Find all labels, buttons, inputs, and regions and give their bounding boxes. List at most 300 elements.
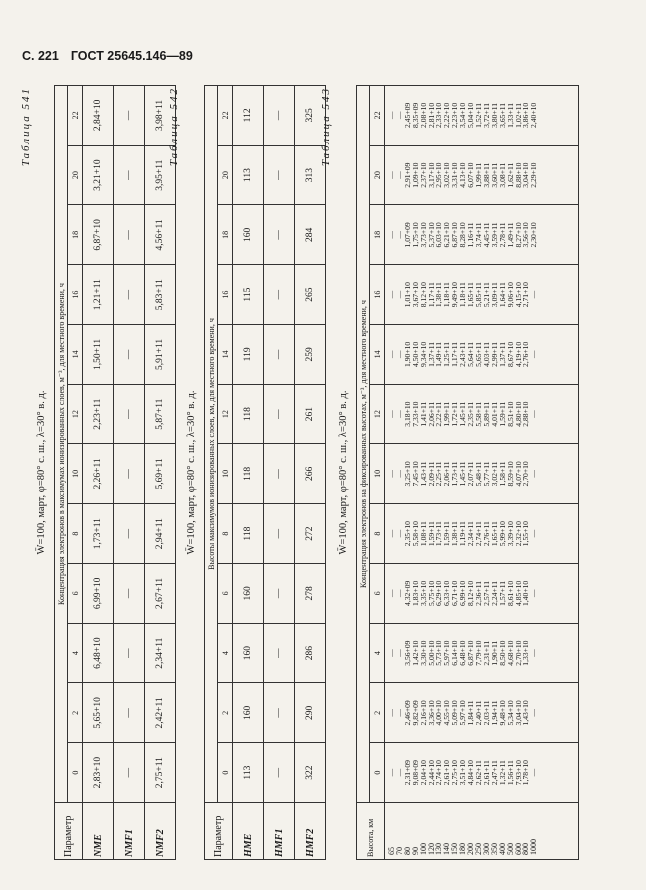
cell: 118 bbox=[233, 504, 264, 564]
cell-value: 2,61+11 bbox=[481, 760, 491, 786]
hours-row bbox=[218, 86, 233, 860]
cell-value: 1,56+11 bbox=[505, 760, 515, 786]
hour-header: 16 bbox=[370, 265, 385, 325]
cell: 6,99+10 bbox=[83, 564, 114, 624]
cell-value: 2,46+09 bbox=[402, 700, 412, 726]
altitude-value: 350 bbox=[489, 843, 499, 855]
cell-value: 4,13+10 bbox=[458, 162, 468, 188]
cell: 113 bbox=[233, 145, 264, 205]
cell: — bbox=[264, 145, 295, 205]
cell-value: 4,15+10 bbox=[513, 282, 523, 308]
cell-value: 3,88+11 bbox=[481, 162, 491, 188]
page-header bbox=[22, 49, 193, 63]
cell-value: 3,72+11 bbox=[481, 102, 491, 128]
cell: — bbox=[264, 743, 295, 803]
cell-value: 2,78+11 bbox=[497, 222, 507, 248]
altitude-value: 90 bbox=[410, 847, 420, 855]
cell-value: 1,37+11 bbox=[426, 341, 436, 367]
altitude-value: 250 bbox=[473, 843, 483, 855]
cell-value: 3,18+10 bbox=[402, 401, 412, 427]
cell-value: — bbox=[529, 470, 539, 478]
cell-value: 2,74+11 bbox=[473, 521, 483, 547]
cell-value: 5,64+11 bbox=[466, 341, 476, 367]
cell-value: — bbox=[387, 410, 396, 418]
cell-value: 5,58+11 bbox=[473, 401, 483, 427]
cell-value: 4,07+10 bbox=[513, 461, 523, 487]
cell-value: 2,91+09 bbox=[402, 162, 412, 188]
cell-value: 1,78+10 bbox=[521, 760, 531, 786]
cell-value: 2,35+10 bbox=[402, 521, 412, 547]
cell-value: — bbox=[394, 709, 404, 717]
cell-value: 4,01+11 bbox=[489, 401, 499, 427]
cell-value: 2,74+10 bbox=[434, 760, 444, 786]
cell-value: — bbox=[387, 470, 396, 478]
cell-value: 6,07+10 bbox=[466, 162, 476, 188]
table-543-label: Таблица 543 bbox=[320, 87, 332, 167]
cell-value: — bbox=[387, 709, 396, 717]
altitude-value: 120 bbox=[426, 843, 436, 855]
cell-value: 2,07+11 bbox=[466, 461, 476, 487]
standard-number: ГОСТ 25645.146—89 bbox=[70, 49, 193, 63]
cell-value: 2,03+11 bbox=[481, 700, 491, 726]
cell-value: 2,09+11 bbox=[426, 461, 436, 487]
cell-value: 1,90+11 bbox=[489, 640, 499, 666]
cell-value: 6,87+10 bbox=[450, 222, 460, 248]
hour-header: 20 bbox=[68, 145, 83, 205]
cell-value: 6,21+10 bbox=[442, 222, 452, 248]
cell-value: — bbox=[394, 171, 404, 179]
cell: — bbox=[114, 145, 145, 205]
cell: — bbox=[114, 504, 145, 564]
cell-value: 2,47+11 bbox=[489, 760, 499, 786]
cell-value: — bbox=[529, 768, 539, 777]
altitude-column bbox=[385, 803, 579, 860]
hour-header: 6 bbox=[370, 564, 385, 624]
row-name: HMF1 bbox=[264, 803, 295, 860]
cell-value: 5,97+10 bbox=[442, 640, 452, 666]
cell-value: 2,70+10 bbox=[521, 461, 531, 487]
cell: 118 bbox=[233, 384, 264, 444]
cell-value: 3,39+10 bbox=[505, 521, 515, 547]
cell-value: 3,67+10 bbox=[410, 282, 420, 308]
cell-value: 3,73+10 bbox=[418, 222, 428, 248]
cell: 286 bbox=[295, 623, 326, 683]
hour-header: 10 bbox=[218, 444, 233, 504]
cell: 2,75+11 bbox=[145, 743, 176, 803]
cell-value: 1,25+11 bbox=[442, 341, 452, 367]
value-column bbox=[385, 504, 579, 564]
cell-value: 2,24+11 bbox=[489, 580, 499, 606]
cell-value: 4,45+11 bbox=[481, 222, 491, 248]
cell-value: 1,41+11 bbox=[418, 401, 428, 427]
cell: — bbox=[264, 325, 295, 385]
cell-value: 4,00+10 bbox=[434, 700, 444, 726]
cell-value: 2,33+10 bbox=[434, 102, 444, 128]
cell: 3,98+11 bbox=[145, 86, 176, 146]
cell: 2,34+11 bbox=[145, 623, 176, 683]
cell-value: 4,85+10 bbox=[513, 580, 523, 606]
cell-value: — bbox=[387, 529, 396, 538]
hour-header: 18 bbox=[218, 205, 233, 265]
cell-value: 4,32+09 bbox=[402, 580, 412, 606]
cell-value: 5,09+10 bbox=[450, 700, 460, 726]
cell-value: 1,62+11 bbox=[505, 162, 515, 188]
cell-value: — bbox=[394, 290, 404, 299]
hour-header: 8 bbox=[218, 504, 233, 564]
table-541-caption: W̄=100, март, φ=80° с. ш., λ=30° в. д. bbox=[36, 390, 47, 555]
cell-value: 6,03+10 bbox=[434, 222, 444, 248]
cell-value: 3,65+11 bbox=[497, 102, 507, 128]
cell: — bbox=[114, 265, 145, 325]
hour-header: 0 bbox=[370, 743, 385, 803]
cell-value: — bbox=[394, 649, 404, 657]
hour-header: 4 bbox=[68, 623, 83, 683]
altitude-value: 150 bbox=[450, 843, 460, 855]
cell-value: — bbox=[387, 350, 396, 359]
hour-header: 22 bbox=[218, 86, 233, 146]
cell: 6,87+10 bbox=[83, 205, 114, 265]
cell-value: 1,73+11 bbox=[434, 521, 444, 547]
cell: 1,21+11 bbox=[83, 265, 114, 325]
table-543 bbox=[356, 85, 579, 860]
cell: 115 bbox=[233, 265, 264, 325]
hour-header: 8 bbox=[68, 504, 83, 564]
hour-header: 14 bbox=[370, 325, 385, 385]
cell-value: 2,31+09 bbox=[402, 760, 412, 786]
hour-header: 2 bbox=[218, 683, 233, 743]
table-row bbox=[114, 86, 145, 860]
cell-value: 8,88+10 bbox=[513, 162, 523, 188]
cell-value: 1,59+11 bbox=[426, 521, 436, 547]
cell-value: 1,83+10 bbox=[410, 580, 420, 606]
hour-header: 22 bbox=[68, 86, 83, 146]
cell-value: 3,35+10 bbox=[418, 580, 428, 606]
cell-value: — bbox=[394, 111, 404, 120]
cell-value: 5,65+11 bbox=[473, 341, 483, 367]
cell-value: 2,16+10 bbox=[418, 700, 428, 726]
cell: 2,26+11 bbox=[83, 444, 114, 504]
cell-value: 8,51+10 bbox=[505, 401, 515, 427]
cell-value: 3,08+11 bbox=[497, 162, 507, 188]
cell-value: 3,51+10 bbox=[458, 760, 468, 786]
cell: 2,42+11 bbox=[145, 683, 176, 743]
cell-value: 4,50+10 bbox=[410, 341, 420, 367]
cell: 1,73+11 bbox=[83, 504, 114, 564]
cell-value: 6,33+10 bbox=[442, 580, 452, 606]
value-column bbox=[385, 444, 579, 504]
cell: 266 bbox=[295, 444, 326, 504]
altitude-value: 100 bbox=[418, 843, 428, 855]
cell-value: 2,45+09 bbox=[402, 102, 412, 128]
cell-value: — bbox=[387, 649, 396, 657]
value-column bbox=[385, 564, 579, 624]
hour-header: 0 bbox=[68, 743, 83, 803]
cell: 2,23+11 bbox=[83, 384, 114, 444]
hour-header: 22 bbox=[370, 86, 385, 146]
cell: 3,21+10 bbox=[83, 145, 114, 205]
cell: 2,84+10 bbox=[83, 86, 114, 146]
cell-value: 2,76+11 bbox=[481, 521, 491, 547]
cell-value: 1,08+11 bbox=[418, 521, 428, 547]
cell: — bbox=[264, 265, 295, 325]
cell-value: 6,71+10 bbox=[450, 580, 460, 606]
altitude-value: 500 bbox=[505, 843, 515, 855]
hour-header: 20 bbox=[370, 145, 385, 205]
cell-value: 2,25+11 bbox=[434, 461, 444, 487]
table-541-label: Таблица 541 bbox=[20, 87, 32, 167]
cell-value: 1,84+11 bbox=[466, 700, 476, 726]
cell: 313 bbox=[295, 145, 326, 205]
cell-value: 8,61+10 bbox=[505, 580, 515, 606]
cell-value: 2,29+10 bbox=[529, 162, 539, 188]
value-column bbox=[385, 205, 579, 265]
cell-value: 1,49+11 bbox=[505, 222, 515, 248]
cell: 261 bbox=[295, 384, 326, 444]
cell-value: 5,00+10 bbox=[426, 640, 436, 666]
cell-value: 3,56+09 bbox=[402, 640, 412, 666]
cell-value: 8,59+10 bbox=[505, 461, 515, 487]
table-541 bbox=[54, 85, 176, 860]
cell-value: 7,45+10 bbox=[410, 461, 420, 487]
row-name: HMF2 bbox=[295, 803, 326, 860]
cell-value: 2,43+11 bbox=[458, 341, 468, 367]
cell-value: 1,40+10 bbox=[521, 580, 531, 606]
data-row bbox=[385, 86, 579, 860]
cell-value: 7,33+10 bbox=[410, 401, 420, 427]
value-column bbox=[385, 683, 579, 743]
cell-value: 1,43+11 bbox=[418, 461, 428, 487]
cell-value: — bbox=[387, 231, 396, 239]
cell-value: 1,16+11 bbox=[466, 222, 476, 248]
cell-value: 1,18+11 bbox=[442, 282, 452, 308]
cell-value: 1,38+11 bbox=[434, 282, 444, 308]
cell-value: 8,27+10 bbox=[513, 222, 523, 248]
cell-value: 2,30+10 bbox=[529, 222, 539, 248]
cell-value: 3,25+10 bbox=[402, 461, 412, 487]
value-column bbox=[385, 325, 579, 385]
cell-value: — bbox=[529, 529, 539, 538]
cell-value: — bbox=[394, 768, 404, 777]
cell-value: — bbox=[529, 350, 539, 359]
cell-value: 2,35+11 bbox=[466, 401, 476, 427]
row-name: NMF1 bbox=[114, 803, 145, 860]
cell-value: 8,12+10 bbox=[466, 580, 476, 606]
hour-header: 14 bbox=[68, 325, 83, 385]
altitude-value: 400 bbox=[497, 843, 507, 855]
table-row bbox=[145, 86, 176, 860]
cell-value: 2,06+11 bbox=[442, 461, 452, 487]
cell-value: 1,75+10 bbox=[410, 222, 420, 248]
cell-value: 1,65+11 bbox=[489, 521, 499, 547]
cell: 259 bbox=[295, 325, 326, 385]
cell-value: 5,77+11 bbox=[481, 461, 491, 487]
cell-value: — bbox=[387, 768, 396, 777]
cell: 5,87+11 bbox=[145, 384, 176, 444]
cell-value: 9,82+09 bbox=[410, 700, 420, 726]
cell-value: 3,74+11 bbox=[473, 222, 483, 248]
cell-value: 2,44+10 bbox=[426, 760, 436, 786]
cell: 2,94+11 bbox=[145, 504, 176, 564]
cell-value: 1,57+11 bbox=[497, 580, 507, 606]
hour-header: 2 bbox=[370, 683, 385, 743]
cell-value: 2,37+10 bbox=[418, 162, 428, 188]
hour-header: 16 bbox=[68, 265, 83, 325]
cell: 290 bbox=[295, 683, 326, 743]
hour-header: 16 bbox=[218, 265, 233, 325]
cell: 1,50+11 bbox=[83, 325, 114, 385]
altitude-value: 300 bbox=[481, 843, 491, 855]
cell-value: 1,17+11 bbox=[426, 282, 436, 308]
hour-header: 6 bbox=[68, 564, 83, 624]
cell-value: 2,32+10 bbox=[513, 521, 523, 547]
cell-value: 1,19+11 bbox=[458, 521, 468, 547]
cell-value: 2,62+11 bbox=[473, 760, 483, 786]
cell-value: 4,03+11 bbox=[481, 341, 491, 367]
cell-value: 6,29+10 bbox=[434, 580, 444, 606]
hour-header: 20 bbox=[218, 145, 233, 205]
table-row bbox=[264, 86, 295, 860]
cell-value: 2,34+11 bbox=[466, 521, 476, 547]
cell-value: 1,38+11 bbox=[450, 521, 460, 547]
cell-value: 6,87+10 bbox=[466, 640, 476, 666]
span-header: Концентрация электронов в максимумах ионизированных слоев, м⁻³, для местного времени, ч bbox=[55, 86, 68, 803]
cell-value: — bbox=[529, 589, 539, 598]
cell-value: 6,99+10 bbox=[458, 580, 468, 606]
cell-value: 1,33+10 bbox=[521, 640, 531, 666]
cell-value: 7,79+10 bbox=[473, 640, 483, 666]
altitude-value: 80 bbox=[402, 847, 412, 855]
value-column bbox=[385, 623, 579, 683]
page-number: С. 221 bbox=[22, 49, 59, 63]
cell-value: 2,22+10 bbox=[442, 102, 452, 128]
cell-value: — bbox=[387, 290, 396, 299]
cell-value: 3,09+11 bbox=[489, 282, 499, 308]
param-header: Параметр bbox=[205, 803, 233, 860]
cell-value: 5,99+10 bbox=[497, 521, 507, 547]
cell-value: 2,71+10 bbox=[521, 282, 531, 308]
cell-value: 5,34+10 bbox=[505, 700, 515, 726]
cell-value: 2,23+10 bbox=[450, 102, 460, 128]
cell: — bbox=[264, 504, 295, 564]
cell-value: 3,36+10 bbox=[426, 700, 436, 726]
hours-row bbox=[370, 86, 385, 860]
cell-value: 2,88+10 bbox=[521, 401, 531, 427]
cell-value: 8,28+10 bbox=[458, 222, 468, 248]
cell-value: 1,99+11 bbox=[473, 162, 483, 188]
cell-value: 3,80+11 bbox=[489, 102, 499, 128]
cell-value: 1,01+10 bbox=[402, 282, 412, 308]
cell-value: 1,99+11 bbox=[442, 401, 452, 427]
cell-value: 1,59+11 bbox=[442, 521, 452, 547]
hour-header: 14 bbox=[218, 325, 233, 385]
cell-value: 5,58+10 bbox=[410, 521, 420, 547]
cell-value: 8,35+09 bbox=[410, 102, 420, 128]
cell: — bbox=[114, 564, 145, 624]
cell-value: 2,95+10 bbox=[434, 162, 444, 188]
param-header: Параметр bbox=[55, 803, 83, 860]
cell-value: 3,02+10 bbox=[442, 162, 452, 188]
cell-value: 4,68+10 bbox=[505, 640, 515, 666]
cell: 6,48+10 bbox=[83, 623, 114, 683]
value-column bbox=[385, 265, 579, 325]
hour-header: 0 bbox=[218, 743, 233, 803]
cell-value: 5,97+10 bbox=[458, 700, 468, 726]
cell-value: 1,33+11 bbox=[505, 102, 515, 128]
hour-header: 18 bbox=[68, 205, 83, 265]
span-header: Высоты максимумов ионизированных слоев, км, для местного времени, ч bbox=[205, 86, 218, 803]
altitude-value: 180 bbox=[458, 843, 468, 855]
cell: 5,91+11 bbox=[145, 325, 176, 385]
table-row bbox=[233, 86, 264, 860]
cell-value: 9,08+09 bbox=[410, 760, 420, 786]
altitude-value: 800 bbox=[521, 843, 531, 855]
cell-value: 4,84+10 bbox=[466, 760, 476, 786]
cell-value: 1,45+11 bbox=[458, 461, 468, 487]
hour-header: 4 bbox=[370, 623, 385, 683]
cell-value: 3,54+10 bbox=[458, 102, 468, 128]
cell-value: 6,48+10 bbox=[458, 640, 468, 666]
cell: — bbox=[114, 623, 145, 683]
cell-value: 4,80+10 bbox=[513, 401, 523, 427]
rotated-content bbox=[20, 85, 620, 860]
altitude-header: Высота, км bbox=[357, 803, 385, 860]
cell: 2,67+11 bbox=[145, 564, 176, 624]
cell: 160 bbox=[233, 683, 264, 743]
row-name: NME bbox=[83, 803, 114, 860]
header-row bbox=[55, 86, 68, 860]
cell-value: 5,73+10 bbox=[434, 640, 444, 666]
cell-value: 1,37+11 bbox=[497, 341, 507, 367]
row-name: HME bbox=[233, 803, 264, 860]
cell-value: 5,37+10 bbox=[426, 222, 436, 248]
cell-value: 2,06+11 bbox=[426, 401, 436, 427]
cell-value: 5,04+10 bbox=[466, 102, 476, 128]
cell-value: 2,81+10 bbox=[426, 102, 436, 128]
cell: 2,83+10 bbox=[83, 743, 114, 803]
row-name: NMF2 bbox=[145, 803, 176, 860]
hour-header: 10 bbox=[68, 444, 83, 504]
cell: 265 bbox=[295, 265, 326, 325]
cell-value: 2,36+11 bbox=[473, 580, 483, 606]
cell-value: 1,09+10 bbox=[410, 162, 420, 188]
cell: 5,69+11 bbox=[145, 444, 176, 504]
cell-value: 2,22+11 bbox=[434, 401, 444, 427]
cell-value: 4,55+10 bbox=[442, 700, 452, 726]
table-542-caption: W̄=100, март, φ=80° с. ш., λ=30° в. д. bbox=[186, 390, 197, 555]
cell: — bbox=[114, 444, 145, 504]
cell: 278 bbox=[295, 564, 326, 624]
cell: 113 bbox=[233, 743, 264, 803]
cell-value: 1,18+11 bbox=[458, 282, 468, 308]
cell-value: — bbox=[394, 410, 404, 418]
cell-value: 1,02+11 bbox=[513, 102, 523, 128]
cell-value: — bbox=[529, 410, 539, 418]
cell-value: 2,31+11 bbox=[481, 640, 491, 666]
hour-header: 2 bbox=[68, 683, 83, 743]
cell-value: — bbox=[387, 589, 396, 598]
value-column bbox=[385, 384, 579, 444]
cell-value: 2,99+11 bbox=[489, 341, 499, 367]
cell: — bbox=[264, 205, 295, 265]
hour-header: 18 bbox=[370, 205, 385, 265]
cell-value: 3,30+10 bbox=[418, 640, 428, 666]
cell-value: 3,56+10 bbox=[521, 222, 531, 248]
hours-row bbox=[68, 86, 83, 860]
header-row bbox=[205, 86, 218, 860]
cell-value: 2,57+11 bbox=[481, 580, 491, 606]
cell-value: 2,76+10 bbox=[521, 341, 531, 367]
cell-value: 5,75+10 bbox=[426, 580, 436, 606]
